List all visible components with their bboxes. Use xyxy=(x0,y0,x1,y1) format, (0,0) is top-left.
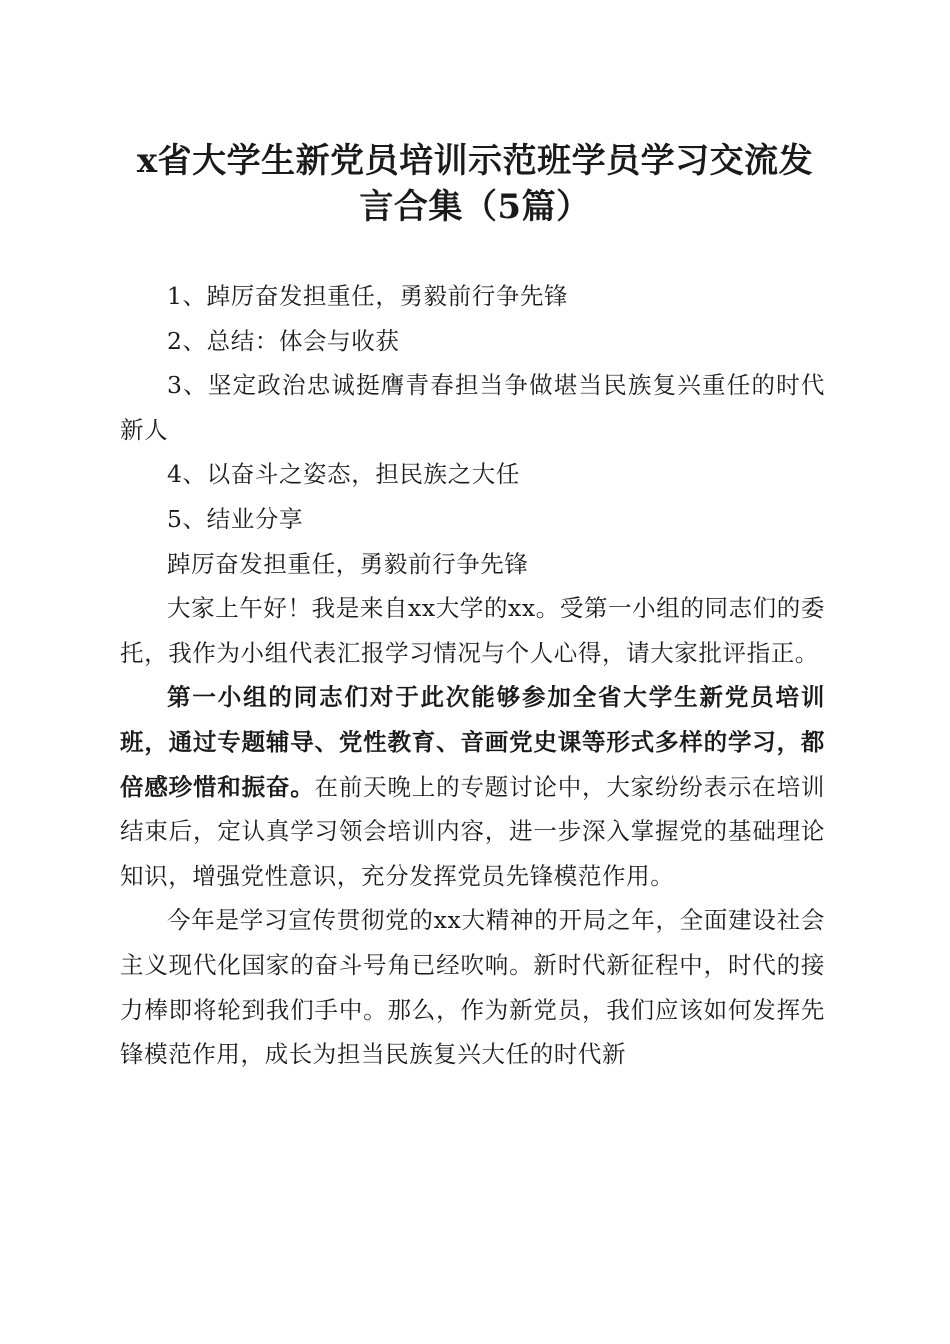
title-line-2: 言合集（5篇） xyxy=(359,187,591,227)
toc-item-5: 5、结业分享 xyxy=(167,504,304,533)
toc-item-1: 1、踔厉奋发担重任，勇毅前行争先锋 xyxy=(167,282,569,310)
paragraph-new-era: 今年是学习宣传贯彻党的xx大精神的开局之年，全面建设社会主义现代化国家的奋斗号角已经吹响。新时代新征程中，时代的接力棒即将轮到我们手中。那么，作为新党员，我们应该如何发挥先锋模范作用，成长为担当民族复兴大任的时代新 xyxy=(120,906,825,1069)
paragraph-group-report xyxy=(120,675,825,898)
paragraph-greeting: 大家上午好！我是来自xx大学的xx。受第一小组的同志们的委托，我作为小组代表汇报学习情况与个人心得，请大家批评指正。 xyxy=(120,594,825,667)
toc-item-3: 3、坚定政治忠诚挺膺青春担当争做堪当民族复兴重任的时代新人 xyxy=(120,371,825,444)
toc-item-2: 2、总结：体会与收获 xyxy=(167,326,400,355)
title-line-1: x省大学生新党员培训示范班学员学习交流发 xyxy=(136,141,814,181)
section-heading: 踔厉奋发担重任，勇毅前行争先锋 xyxy=(167,549,529,578)
paragraph-group-report-bold: 第一小组的同志们对于此次能够参加全省大学生新党员培训班，通过专题辅导、党性教育、音画党史课等形式多样的学习，都倍感珍惜和振奋。 xyxy=(120,683,825,801)
document-title xyxy=(100,138,850,230)
paragraph-group-report-rest: 在前天晚上的专题讨论中，大家纷纷表示在培训结束后，定认真学习领会培训内容，进一步深入掌握党的基础理论知识，增强党性意识，充分发挥党员先锋模范作用。 xyxy=(120,772,825,890)
toc-item-4: 4、以奋斗之姿态，担民族之大任 xyxy=(167,460,520,489)
document-body xyxy=(120,274,825,1077)
